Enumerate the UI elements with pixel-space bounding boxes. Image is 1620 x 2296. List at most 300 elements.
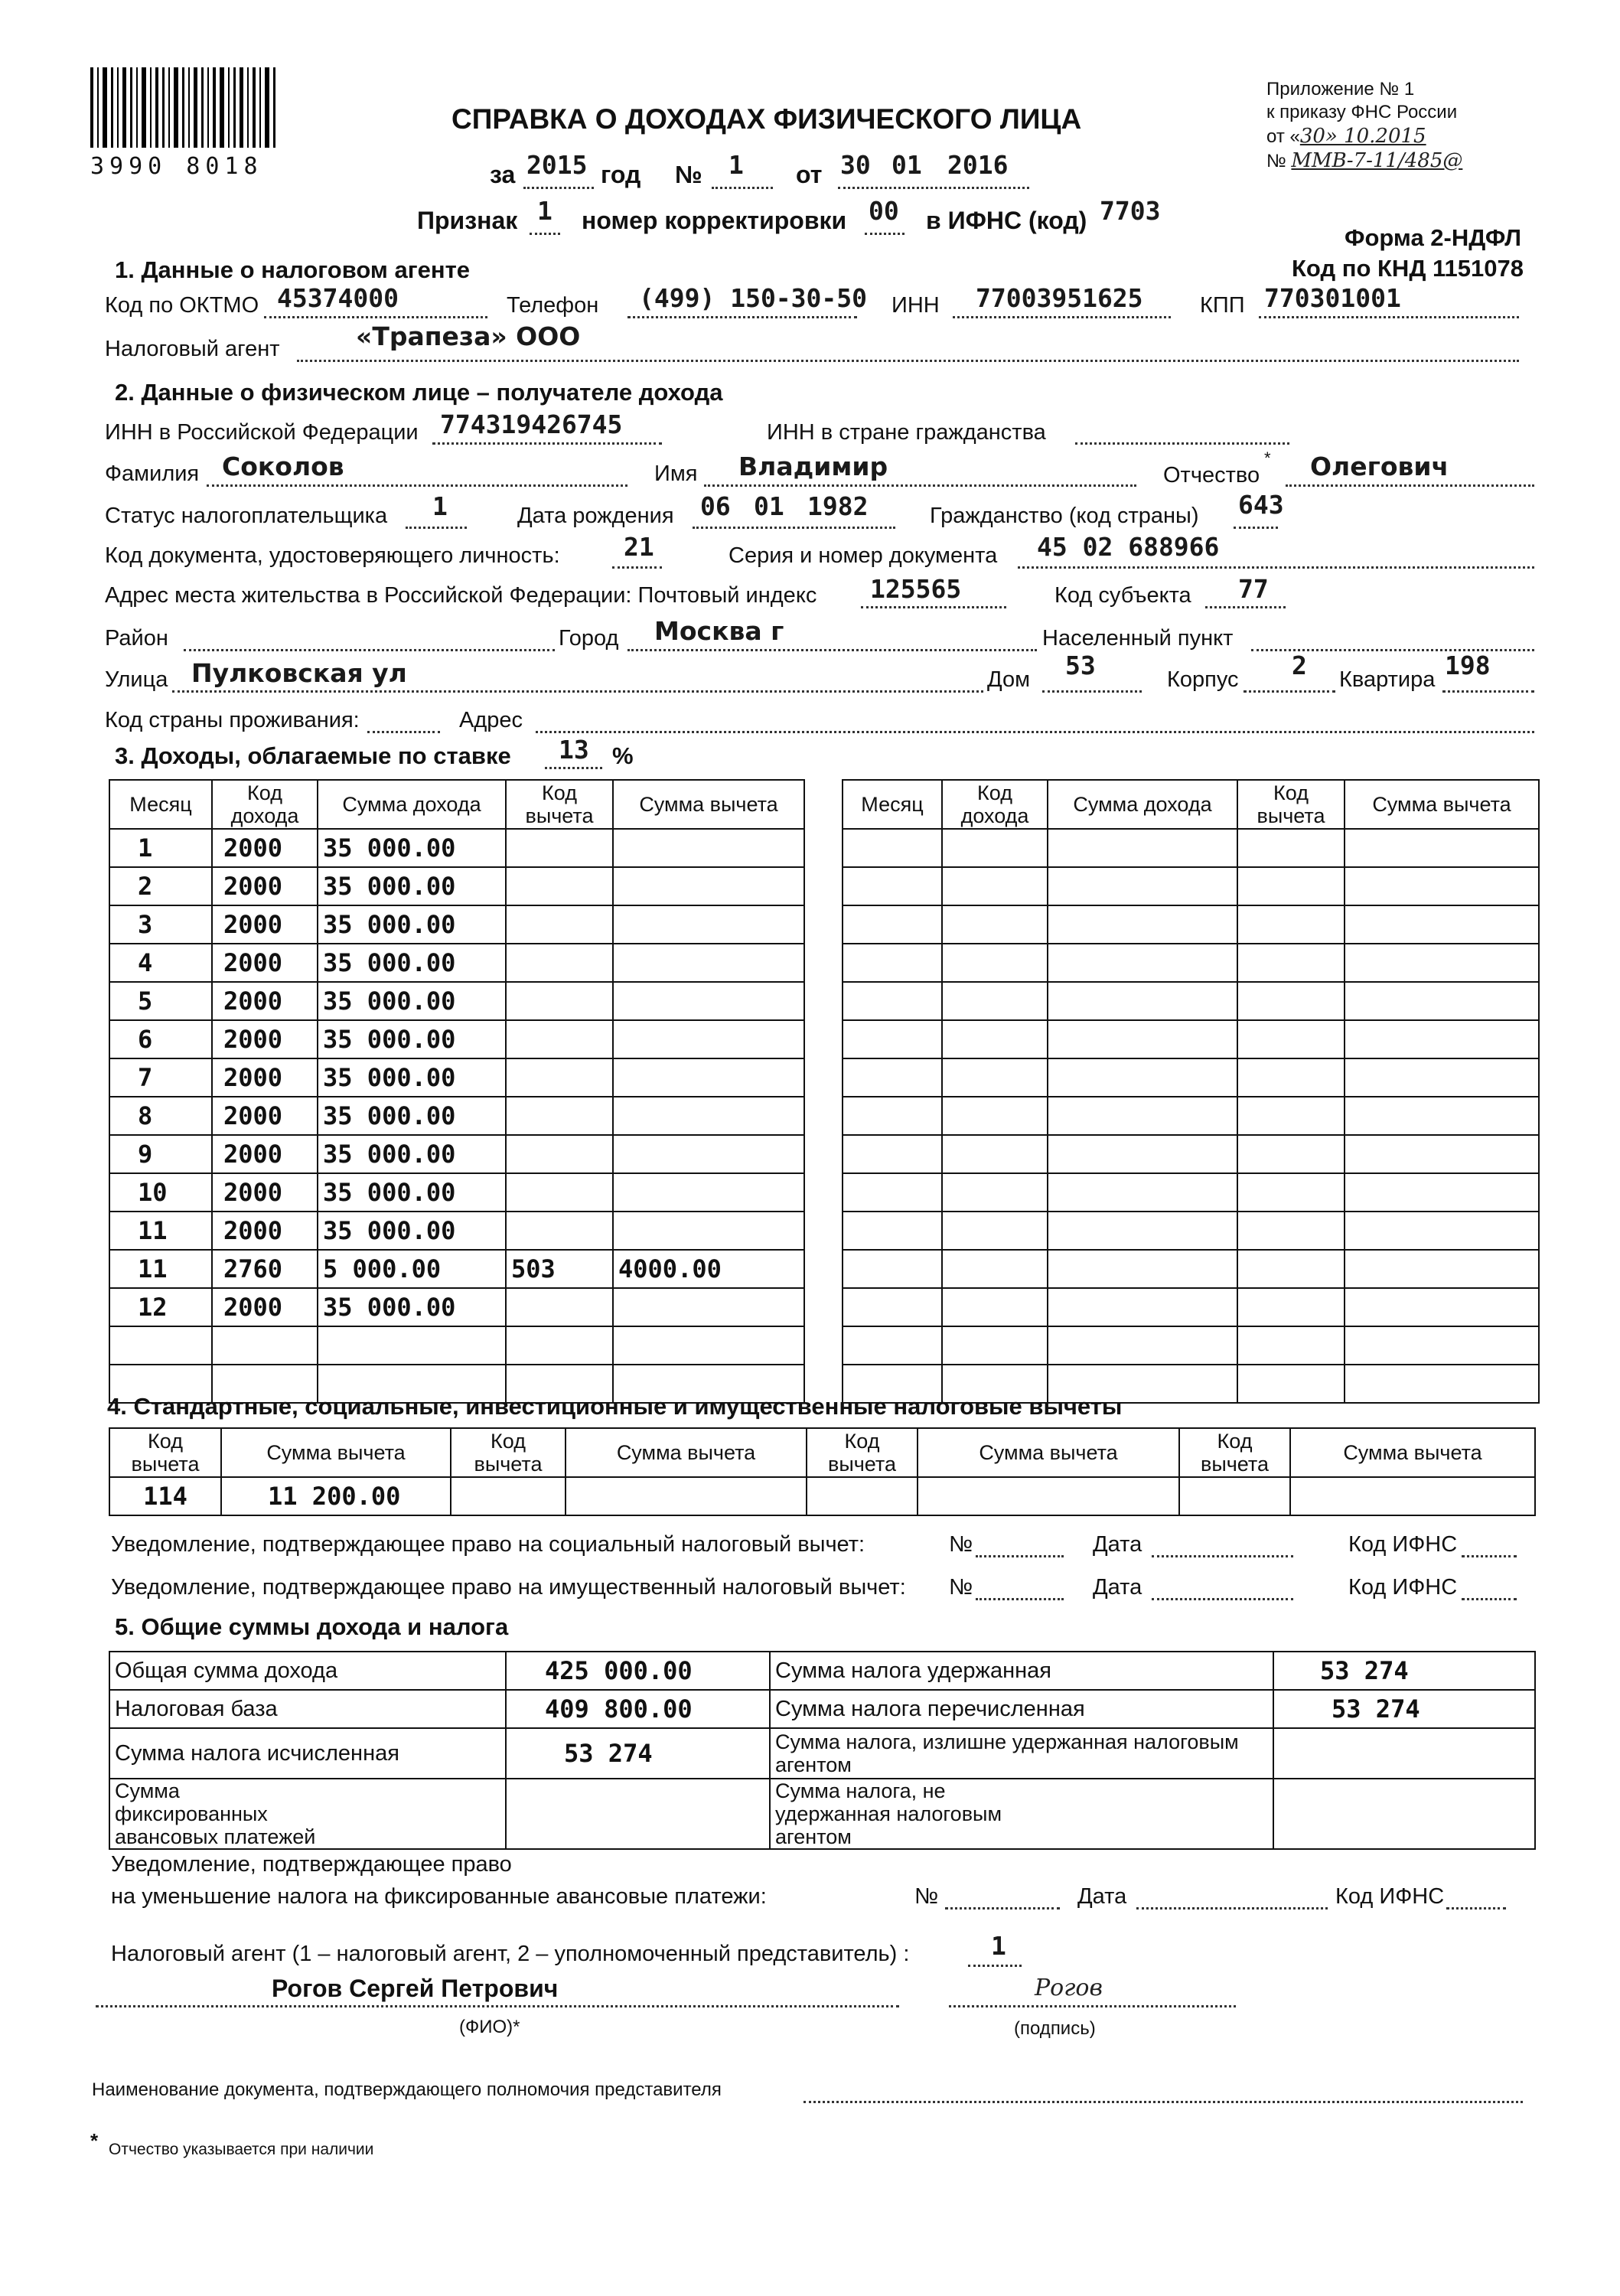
income-cell: 503 xyxy=(506,1250,613,1288)
income-cell-empty xyxy=(1345,944,1539,982)
income-cell xyxy=(613,982,804,1020)
income-cell-empty xyxy=(843,867,942,905)
income-cell-empty xyxy=(1048,1135,1237,1173)
appendix-line3: от «30» 10.2015 xyxy=(1266,125,1426,148)
citizenship-value: 643 xyxy=(1238,490,1284,520)
income-cell-empty xyxy=(1237,1058,1345,1097)
income-cell-empty xyxy=(843,1250,942,1288)
table-row xyxy=(109,1135,804,1173)
table-row xyxy=(109,1212,804,1250)
section5-title: 5. Общие суммы дохода и налога xyxy=(115,1613,509,1640)
income-cell: 1 xyxy=(109,829,212,867)
income-cell-empty xyxy=(1345,829,1539,867)
income-cell: 5 000.00 xyxy=(318,1250,506,1288)
income-cell-empty xyxy=(843,982,942,1020)
income-cell-empty xyxy=(1345,1173,1539,1212)
notice-social-ifns-label: Код ИФНС xyxy=(1348,1532,1458,1557)
table-row xyxy=(109,1250,804,1288)
street-value: Пулковская ул xyxy=(191,658,407,688)
doc-code-label: Код документа, удостоверяющего личность: xyxy=(105,543,560,568)
header-god: год xyxy=(601,161,641,188)
income-cell-empty xyxy=(843,1135,942,1173)
house-value: 53 xyxy=(1065,651,1096,680)
income-cell: 8 xyxy=(109,1097,212,1135)
income-cell: 2760 xyxy=(212,1250,318,1288)
district-label: Район xyxy=(105,626,168,651)
tax-calc-value: 53 274 xyxy=(506,1728,770,1779)
income-cell-empty xyxy=(942,905,1048,944)
income-cell xyxy=(212,1326,318,1365)
income-cell-empty xyxy=(843,1058,942,1097)
income-cell-empty xyxy=(1237,1097,1345,1135)
inn-rf-label: ИНН в Российской Федерации xyxy=(105,420,419,445)
income-cell-empty xyxy=(1048,1173,1237,1212)
table-row xyxy=(843,1020,1539,1058)
patronymic-value: Олегович xyxy=(1310,452,1449,481)
city-label: Город xyxy=(559,626,619,651)
notice-social: Уведомление, подтверждающее право на социальный налоговый вычет: xyxy=(111,1532,865,1557)
tax-base-value: 409 800.00 xyxy=(506,1690,770,1728)
table-row xyxy=(109,829,804,867)
income-cell-empty xyxy=(942,1097,1048,1135)
fixed-adv-label: Сумма фиксированных авансовых платежей xyxy=(109,1779,506,1849)
appendix-line4: № ММВ-7-11/485@ xyxy=(1266,149,1463,172)
doc-code-value: 21 xyxy=(624,532,654,562)
income-left-header-4: Код вычета xyxy=(506,780,613,829)
page-title: СПРАВКА О ДОХОДАХ ФИЗИЧЕСКОГО ЛИЦА xyxy=(451,103,1082,135)
income-cell-empty xyxy=(1345,1288,1539,1326)
name-value: Владимир xyxy=(738,452,888,481)
income-cell xyxy=(506,1135,613,1173)
header-year: 2015 xyxy=(526,150,588,180)
income-cell-empty xyxy=(942,944,1048,982)
street-label: Улица xyxy=(105,667,168,692)
income-cell xyxy=(506,829,613,867)
fio-label: (ФИО)* xyxy=(459,2017,520,2037)
header-num-label: № xyxy=(675,161,702,188)
income-cell-empty xyxy=(1048,829,1237,867)
deduction-code: 114 xyxy=(109,1477,221,1515)
income-cell: 9 xyxy=(109,1135,212,1173)
country-label: Код страны проживания: xyxy=(105,708,360,732)
fixed-notice-ifns-label: Код ИФНС xyxy=(1335,1884,1445,1909)
deductions-table xyxy=(109,1427,1536,1516)
deduction-sum: 11 200.00 xyxy=(221,1477,451,1515)
income-cell-empty xyxy=(1237,1250,1345,1288)
income-cell-empty xyxy=(1048,1058,1237,1097)
income-cell xyxy=(613,829,804,867)
status-value: 1 xyxy=(432,491,448,521)
section1-title: 1. Данные о налоговом агенте xyxy=(115,256,471,283)
flat-label: Квартира xyxy=(1339,667,1436,692)
income-right-header-1: Месяц xyxy=(843,780,942,829)
income-left-header-1: Месяц xyxy=(109,780,212,829)
income-cell-empty xyxy=(1345,905,1539,944)
table-row xyxy=(843,829,1539,867)
table-row xyxy=(843,1326,1539,1365)
income-cell-empty xyxy=(1345,1097,1539,1135)
income-cell xyxy=(506,1058,613,1097)
income-cell-empty xyxy=(942,1058,1048,1097)
birth-month: 01 xyxy=(754,491,784,521)
table-row xyxy=(843,1250,1539,1288)
region-label: Код субъекта xyxy=(1054,583,1191,608)
income-cell-empty xyxy=(843,1173,942,1212)
notice-social-num-label: № xyxy=(949,1532,973,1557)
deduction-sum-header-4: Сумма вычета xyxy=(1290,1428,1535,1477)
income-cell-empty xyxy=(942,1135,1048,1173)
income-cell-empty xyxy=(843,1020,942,1058)
income-left-header-3: Сумма дохода xyxy=(318,780,506,829)
notice-property: Уведомление, подтверждающее право на имущественный налоговый вычет: xyxy=(111,1575,906,1600)
section3-pct: % xyxy=(612,742,634,769)
address-label: Адрес места жительства в Российской Федерации: Почтовый индекс xyxy=(105,583,817,608)
tax-base-label: Налоговая база xyxy=(109,1690,506,1728)
income-cell-empty xyxy=(843,1212,942,1250)
table-row xyxy=(843,1173,1539,1212)
income-cell: 6 xyxy=(109,1020,212,1058)
priznak-label: Признак xyxy=(417,207,518,234)
table-row xyxy=(109,1288,804,1326)
income-cell: 35 000.00 xyxy=(318,1135,506,1173)
fixed-notice-num-label: № xyxy=(914,1884,939,1909)
income-cell: 5 xyxy=(109,982,212,1020)
income-cell-empty xyxy=(942,829,1048,867)
section4-title: 4. Стандартные, социальные, инвестиционные и имущественные налоговые вычеты xyxy=(107,1393,1123,1420)
income-cell: 35 000.00 xyxy=(318,1058,506,1097)
income-right-header-2: Код дохода xyxy=(942,780,1048,829)
income-cell xyxy=(506,1326,613,1365)
postcode-value: 125565 xyxy=(870,574,962,604)
patronymic-label: Отчество xyxy=(1163,463,1260,488)
table-row xyxy=(109,905,804,944)
addr-label: Адрес xyxy=(459,708,523,732)
income-cell-empty xyxy=(1048,944,1237,982)
income-cell xyxy=(613,1097,804,1135)
income-cell-empty xyxy=(1048,1288,1237,1326)
income-cell xyxy=(613,1020,804,1058)
income-cell-empty xyxy=(1048,1212,1237,1250)
income-cell-empty xyxy=(942,1288,1048,1326)
header-day: 30 xyxy=(840,150,871,180)
income-cell xyxy=(613,1135,804,1173)
table-row xyxy=(109,1020,804,1058)
total-income-value: 425 000.00 xyxy=(506,1652,770,1690)
income-table-right xyxy=(842,779,1540,1404)
locality-label: Населенный пункт xyxy=(1042,626,1234,651)
income-cell: 10 xyxy=(109,1173,212,1212)
income-cell-empty xyxy=(1048,1326,1237,1365)
income-left-header-2: Код дохода xyxy=(212,780,318,829)
patronymic-star: * xyxy=(1264,448,1271,468)
tax-withheld-value: 53 274 xyxy=(1273,1652,1535,1690)
signature: Рогов xyxy=(1035,1975,1103,2001)
tax-transferred-label: Сумма налога перечисленная xyxy=(770,1690,1273,1728)
table-row xyxy=(109,1173,804,1212)
income-cell xyxy=(613,867,804,905)
phone-value: (499) 150-30-50 xyxy=(639,283,868,313)
appendix-line1: Приложение № 1 xyxy=(1266,79,1415,99)
table-row xyxy=(843,1212,1539,1250)
income-cell xyxy=(613,944,804,982)
fixed-notice-line2: на уменьшение налога на фиксированные авансовые платежи: xyxy=(111,1884,767,1909)
table-row xyxy=(109,1326,804,1365)
income-cell-empty xyxy=(1237,1173,1345,1212)
kpp-value: 770301001 xyxy=(1264,283,1401,313)
agent-value: «Трапеза» ООО xyxy=(356,321,581,351)
income-cell xyxy=(506,944,613,982)
income-cell xyxy=(506,1288,613,1326)
income-cell: 35 000.00 xyxy=(318,1212,506,1250)
income-cell xyxy=(506,1212,613,1250)
tax-excess-label: Сумма налога, излишне удержанная налоговым агентом xyxy=(770,1728,1273,1779)
income-cell-empty xyxy=(1345,982,1539,1020)
income-cell: 2000 xyxy=(212,829,318,867)
income-cell xyxy=(613,1212,804,1250)
income-cell: 2000 xyxy=(212,1288,318,1326)
notice-property-date-label: Дата xyxy=(1093,1575,1142,1600)
income-cell-empty xyxy=(1048,1097,1237,1135)
income-cell: 35 000.00 xyxy=(318,1288,506,1326)
deduction-code-header-3: Код вычета xyxy=(807,1428,918,1477)
building-label: Корпус xyxy=(1167,667,1239,692)
income-cell-empty xyxy=(1048,982,1237,1020)
income-cell-empty xyxy=(1345,1135,1539,1173)
income-cell xyxy=(506,905,613,944)
income-cell: 11 xyxy=(109,1212,212,1250)
income-cell-empty xyxy=(1345,1326,1539,1365)
income-cell-empty xyxy=(942,1212,1048,1250)
income-cell: 2000 xyxy=(212,1173,318,1212)
income-cell: 2000 xyxy=(212,1020,318,1058)
header-month: 01 xyxy=(891,150,922,180)
fixed-notice-line1: Уведомление, подтверждающее право xyxy=(111,1852,512,1877)
income-right-header-4: Код вычета xyxy=(1237,780,1345,829)
income-cell-empty xyxy=(1048,867,1237,905)
notice-social-date-label: Дата xyxy=(1093,1532,1142,1557)
footnote-star: * xyxy=(90,2129,99,2152)
birth-label: Дата рождения xyxy=(517,504,674,528)
tax-not-withheld-label: Сумма налога, не удержанная налоговым агентом xyxy=(770,1779,1273,1849)
table-row xyxy=(843,905,1539,944)
ifns-label: в ИФНС (код) xyxy=(926,207,1087,234)
table-row xyxy=(843,1288,1539,1326)
table-row xyxy=(843,1135,1539,1173)
income-cell-empty xyxy=(1237,867,1345,905)
income-cell-empty xyxy=(942,867,1048,905)
income-cell-empty xyxy=(1237,1288,1345,1326)
header-ot: от xyxy=(796,161,823,188)
income-cell: 35 000.00 xyxy=(318,982,506,1020)
table-row xyxy=(843,1058,1539,1097)
deduction-code-header-4: Код вычета xyxy=(1179,1428,1290,1477)
birth-day: 06 xyxy=(700,491,731,521)
income-cell-empty xyxy=(1237,1365,1345,1403)
income-cell-empty xyxy=(1237,944,1345,982)
agent-type-value: 1 xyxy=(991,1931,1006,1961)
deduction-code-header-1: Код вычета xyxy=(109,1428,221,1477)
name-label: Имя xyxy=(654,461,698,486)
deduction-sum-header-1: Сумма вычета xyxy=(221,1428,451,1477)
income-cell: 4 xyxy=(109,944,212,982)
table-row xyxy=(843,867,1539,905)
income-cell: 35 000.00 xyxy=(318,1097,506,1135)
header-za: за xyxy=(490,161,516,188)
header-num: 1 xyxy=(729,150,744,180)
barcode-number: 3990 8018 xyxy=(90,153,263,180)
income-cell-empty xyxy=(1237,1212,1345,1250)
income-cell xyxy=(613,905,804,944)
income-cell xyxy=(506,982,613,1020)
income-cell xyxy=(506,867,613,905)
form-knd: Код по КНД 1151078 xyxy=(1292,255,1524,282)
deduction-sum-header-2: Сумма вычета xyxy=(566,1428,807,1477)
income-cell: 11 xyxy=(109,1250,212,1288)
notice-property-num-label: № xyxy=(949,1575,973,1600)
section3-rate: 13 xyxy=(559,735,589,765)
income-cell: 35 000.00 xyxy=(318,829,506,867)
income-cell: 2000 xyxy=(212,867,318,905)
table-row xyxy=(109,1097,804,1135)
inn-foreign-label: ИНН в стране гражданства xyxy=(767,420,1046,445)
income-cell xyxy=(506,1097,613,1135)
rep-doc-label: Наименование документа, подтверждающего полномочия представителя xyxy=(92,2079,722,2100)
income-cell xyxy=(613,1173,804,1212)
region-value: 77 xyxy=(1238,574,1269,604)
agent-type-label: Налоговый агент (1 – налоговый агент, 2 – уполномоченный представитель) : xyxy=(111,1942,910,1966)
section2-title: 2. Данные о физическом лице – получателе дохода xyxy=(115,379,723,406)
income-cell-empty xyxy=(942,1326,1048,1365)
table-row xyxy=(109,867,804,905)
building-value: 2 xyxy=(1292,651,1307,680)
income-cell: 2000 xyxy=(212,1135,318,1173)
income-cell xyxy=(613,1058,804,1097)
income-cell-empty xyxy=(942,982,1048,1020)
notice-property-ifns-label: Код ИФНС xyxy=(1348,1575,1458,1600)
income-cell: 7 xyxy=(109,1058,212,1097)
income-cell: 3 xyxy=(109,905,212,944)
footnote: Отчество указывается при наличии xyxy=(109,2141,374,2158)
kpp-label: КПП xyxy=(1200,293,1245,318)
income-cell-empty xyxy=(1237,905,1345,944)
doc-num-label: Серия и номер документа xyxy=(729,543,998,568)
income-cell: 35 000.00 xyxy=(318,1020,506,1058)
income-cell-empty xyxy=(1237,829,1345,867)
income-cell: 2000 xyxy=(212,1097,318,1135)
income-cell-empty xyxy=(942,1250,1048,1288)
agent-label: Налоговый агент xyxy=(105,337,280,361)
income-cell-empty xyxy=(1237,1326,1345,1365)
income-cell: 2000 xyxy=(212,1058,318,1097)
income-cell: 35 000.00 xyxy=(318,944,506,982)
income-cell xyxy=(506,1173,613,1212)
tax-transferred-value: 53 274 xyxy=(1273,1690,1535,1728)
surname-label: Фамилия xyxy=(105,461,200,486)
doc-num-value: 45 02 688966 xyxy=(1037,532,1220,562)
table-row xyxy=(109,982,804,1020)
income-cell-empty xyxy=(843,1326,942,1365)
income-cell-empty xyxy=(843,829,942,867)
ifns-value: 7703 xyxy=(1100,196,1161,226)
income-cell-empty xyxy=(1237,1135,1345,1173)
deduction-code-header-2: Код вычета xyxy=(451,1428,566,1477)
income-cell-empty xyxy=(1237,982,1345,1020)
income-cell xyxy=(506,1020,613,1058)
income-cell-empty xyxy=(942,1020,1048,1058)
income-cell-empty xyxy=(1345,867,1539,905)
table-row xyxy=(843,1097,1539,1135)
income-cell-empty xyxy=(1345,1250,1539,1288)
totals-table xyxy=(109,1651,1536,1850)
income-cell-empty xyxy=(1345,1212,1539,1250)
income-cell: 35 000.00 xyxy=(318,867,506,905)
priznak-value: 1 xyxy=(537,196,552,226)
income-table-left xyxy=(109,779,805,1404)
sign-label: (подпись) xyxy=(1014,2018,1096,2039)
income-cell: 35 000.00 xyxy=(318,905,506,944)
birth-year: 1982 xyxy=(807,491,869,521)
table-row xyxy=(843,944,1539,982)
phone-label: Телефон xyxy=(507,293,599,318)
barcode xyxy=(90,67,294,148)
korr-value: 00 xyxy=(869,196,899,226)
total-income-label: Общая сумма дохода xyxy=(109,1652,506,1690)
table-row xyxy=(109,1058,804,1097)
status-label: Статус налогоплательщика xyxy=(105,504,388,528)
income-cell xyxy=(109,1326,212,1365)
city-value: Москва г xyxy=(654,616,784,646)
income-left-header-5: Сумма вычета xyxy=(613,780,804,829)
income-cell-empty xyxy=(1345,1058,1539,1097)
section3-title: 3. Доходы, облагаемые по ставке xyxy=(115,742,511,769)
income-cell-empty xyxy=(1237,1020,1345,1058)
tax-withheld-label: Сумма налога удержанная xyxy=(770,1652,1273,1690)
appendix-line2: к приказу ФНС России xyxy=(1266,102,1458,122)
income-cell-empty xyxy=(1048,905,1237,944)
header-date-year: 2016 xyxy=(947,150,1009,180)
income-cell: 4000.00 xyxy=(613,1250,804,1288)
korr-label: номер корректировки xyxy=(582,207,847,234)
house-label: Дом xyxy=(987,667,1031,692)
income-cell: 35 000.00 xyxy=(318,1173,506,1212)
income-cell: 2000 xyxy=(212,944,318,982)
income-cell xyxy=(613,1326,804,1365)
inn-rf-value: 774319426745 xyxy=(440,409,623,439)
inn-value: 77003951625 xyxy=(976,283,1143,313)
tax-calc-label: Сумма налога исчисленная xyxy=(109,1728,506,1779)
income-cell: 2000 xyxy=(212,1212,318,1250)
table-row xyxy=(843,982,1539,1020)
income-cell-empty xyxy=(1345,1365,1539,1403)
income-cell: 12 xyxy=(109,1288,212,1326)
income-cell-empty xyxy=(843,944,942,982)
signer-name: Рогов Сергей Петрович xyxy=(272,1975,559,2002)
inn-label: ИНН xyxy=(891,293,940,318)
deduction-sum-header-3: Сумма вычета xyxy=(918,1428,1179,1477)
flat-value: 198 xyxy=(1445,651,1491,680)
income-cell-empty xyxy=(1048,1250,1237,1288)
fixed-notice-date-label: Дата xyxy=(1077,1884,1127,1909)
income-right-header-3: Сумма дохода xyxy=(1048,780,1237,829)
income-cell: 2000 xyxy=(212,905,318,944)
income-right-header-5: Сумма вычета xyxy=(1345,780,1539,829)
form-name: Форма 2-НДФЛ xyxy=(1345,224,1521,251)
income-cell-empty xyxy=(1048,1020,1237,1058)
citizenship-label: Гражданство (код страны) xyxy=(930,504,1199,528)
income-cell-empty xyxy=(843,1097,942,1135)
income-cell xyxy=(613,1288,804,1326)
income-cell-empty xyxy=(843,905,942,944)
